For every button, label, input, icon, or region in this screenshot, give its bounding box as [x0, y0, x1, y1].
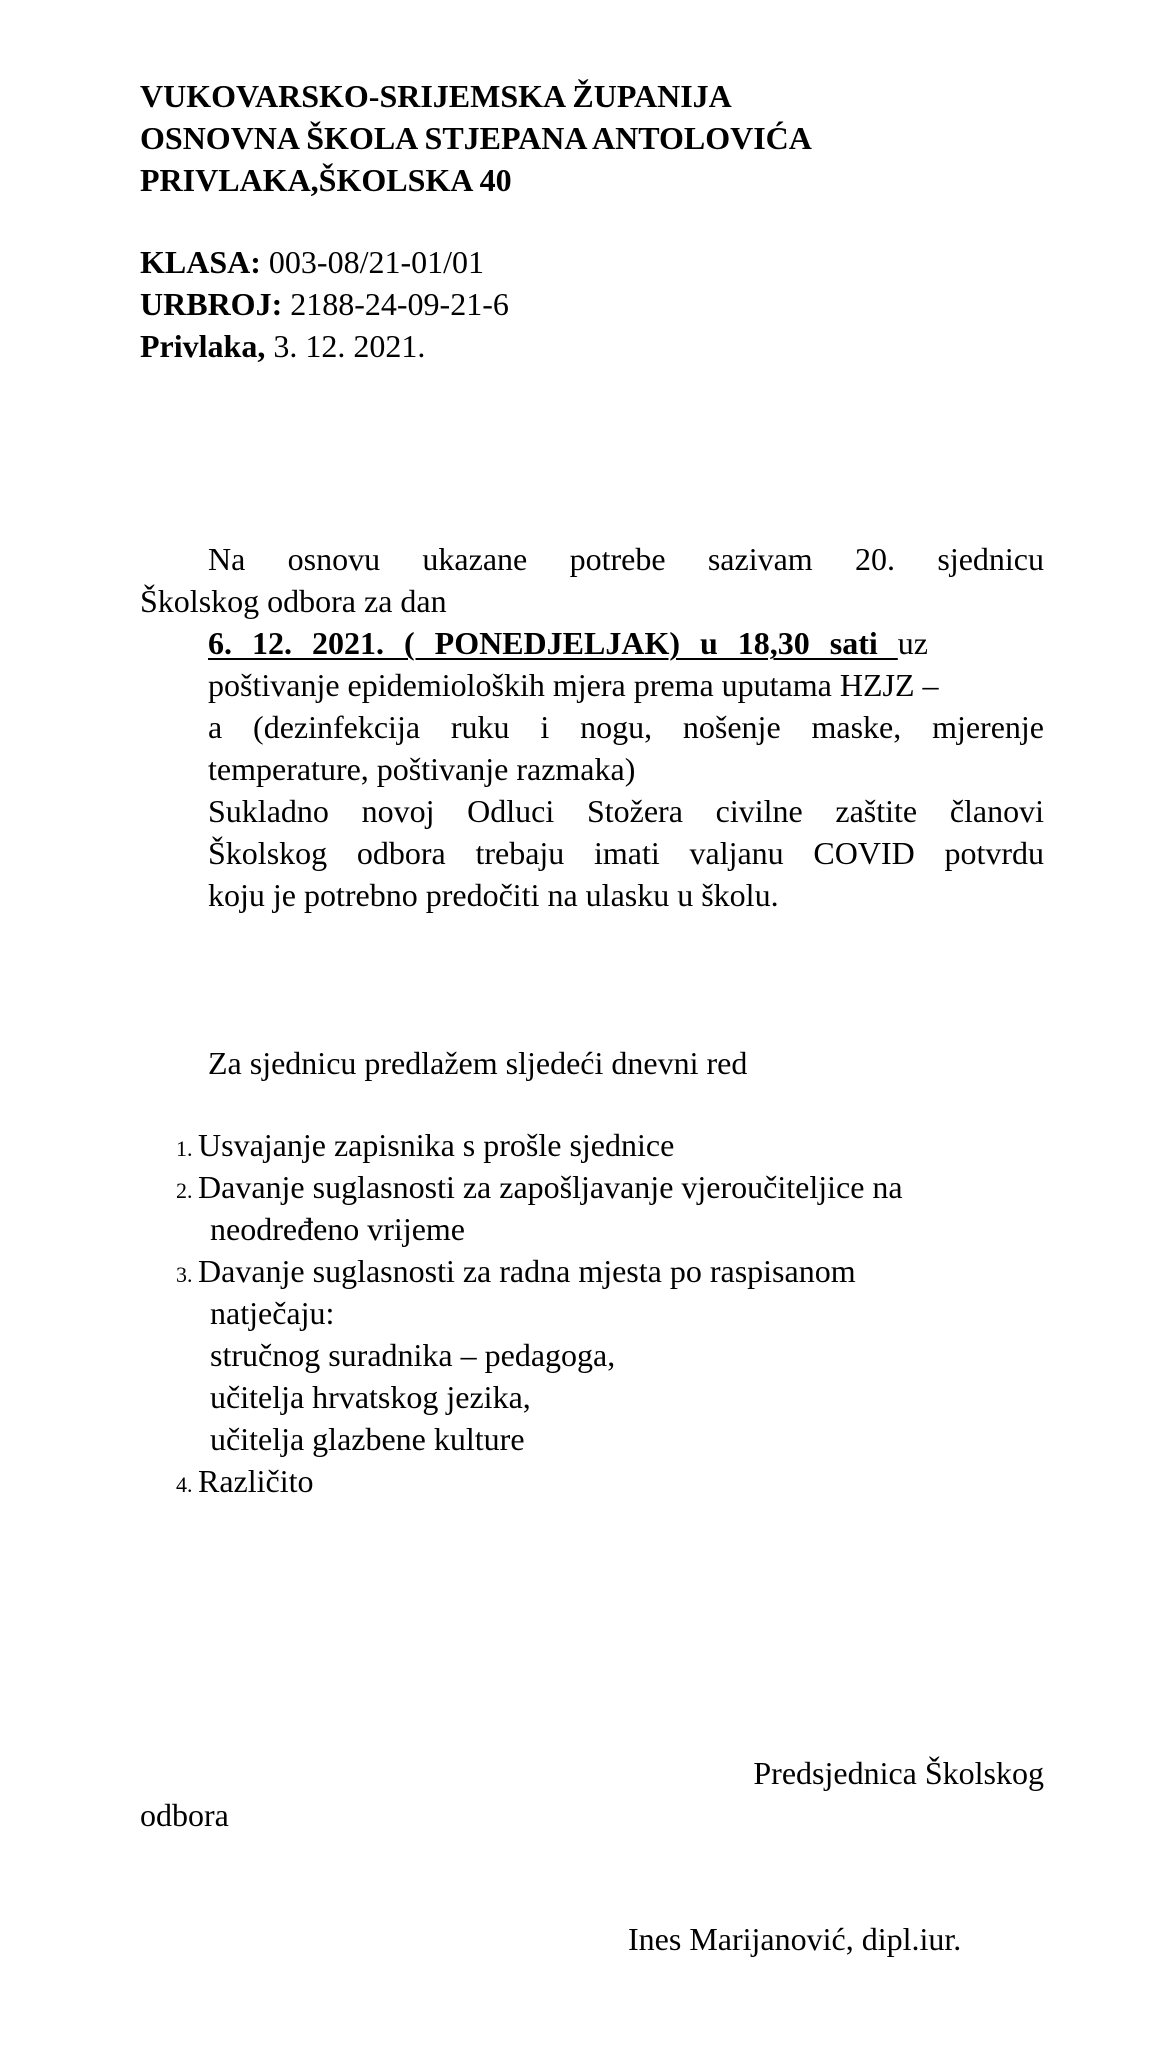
agenda-item-1	[176, 1124, 674, 1170]
agenda-item-number: 3.	[176, 1262, 193, 1287]
signature-title-line2: odbora	[140, 1797, 229, 1833]
agenda-item-number: 1.	[176, 1136, 193, 1161]
place-date: 3. 12. 2021.	[265, 328, 426, 364]
agenda-item-text: Davanje suglasnosti za zapošljavanje vjeroučiteljice na	[198, 1169, 903, 1205]
signature-title-line1: Predsjednica Školskog	[753, 1755, 1044, 1791]
agenda-item-3	[176, 1250, 856, 1296]
agenda-item-number: 4.	[176, 1472, 193, 1497]
agenda-subitem: učitelja hrvatskog jezika,	[210, 1379, 531, 1415]
agenda-item-3-continuation: natječaju:	[210, 1295, 335, 1331]
header-line-school: OSNOVNA ŠKOLA STJEPANA ANTOLOVIĆA	[140, 120, 812, 156]
agenda-subitem: učitelja glazbene kulture	[210, 1421, 525, 1457]
klasa-value: 003-08/21-01/01	[260, 244, 484, 280]
body-p1-line5: a (dezinfekcija ruku i nogu, nošenje maske, mjerenje	[208, 709, 1044, 745]
header-line-address: PRIVLAKA,ŠKOLSKA 40	[140, 162, 512, 198]
agenda-subitem: stručnog suradnika – pedagoga,	[210, 1337, 616, 1373]
agenda-item-2-continuation: neodređeno vrijeme	[210, 1211, 465, 1247]
urbroj-label: URBROJ:	[140, 286, 283, 322]
body-p2-line1: Sukladno novoj Odluci Stožera civilne zaštite članovi	[208, 793, 1044, 829]
meeting-date-line	[208, 622, 1044, 664]
body-p2-line2: Školskog odbora trebaju imati valjanu COVID potvrdu	[208, 835, 1044, 871]
header-line-county: VUKOVARSKO-SRIJEMSKA ŽUPANIJA	[140, 78, 732, 114]
body-p2-line3: koju je potrebno predočiti na ulasku u školu.	[208, 877, 779, 913]
meeting-date-time: 6. 12. 2021. ( PONEDJELJAK) u 18,30 sati	[208, 625, 898, 661]
agenda-item-text: Davanje suglasnosti za radna mjesta po raspisanom	[198, 1253, 856, 1289]
body-p1-line1: Na osnovu ukazane potrebe sazivam 20. sjednicu	[208, 541, 1044, 577]
agenda-item-text: Različito	[198, 1463, 314, 1499]
place-label: Privlaka,	[140, 328, 266, 364]
agenda-item-4	[176, 1460, 314, 1506]
urbroj-value: 2188-24-09-21-6	[282, 286, 509, 322]
agenda-item-2	[176, 1166, 903, 1212]
body-p1-line6: temperature, poštivanje razmaka)	[208, 751, 636, 787]
klasa-label: KLASA:	[140, 244, 261, 280]
body-p1-line2: Školskog odbora za dan	[140, 583, 447, 619]
signature-name: Ines Marijanović, dipl.iur.	[628, 1921, 962, 1957]
agenda-item-number: 2.	[176, 1178, 193, 1203]
body-p1-line4: poštivanje epidemioloških mjera prema uputama HZJZ –	[208, 667, 939, 703]
agenda-intro: Za sjednicu predlažem sljedeći dnevni red	[208, 1045, 748, 1081]
agenda-item-text: Usvajanje zapisnika s prošle sjednice	[198, 1127, 675, 1163]
klasa-line	[140, 244, 484, 281]
meeting-date-suffix: uz	[897, 625, 928, 661]
urbroj-line	[140, 286, 509, 323]
place-date-line	[140, 328, 425, 365]
